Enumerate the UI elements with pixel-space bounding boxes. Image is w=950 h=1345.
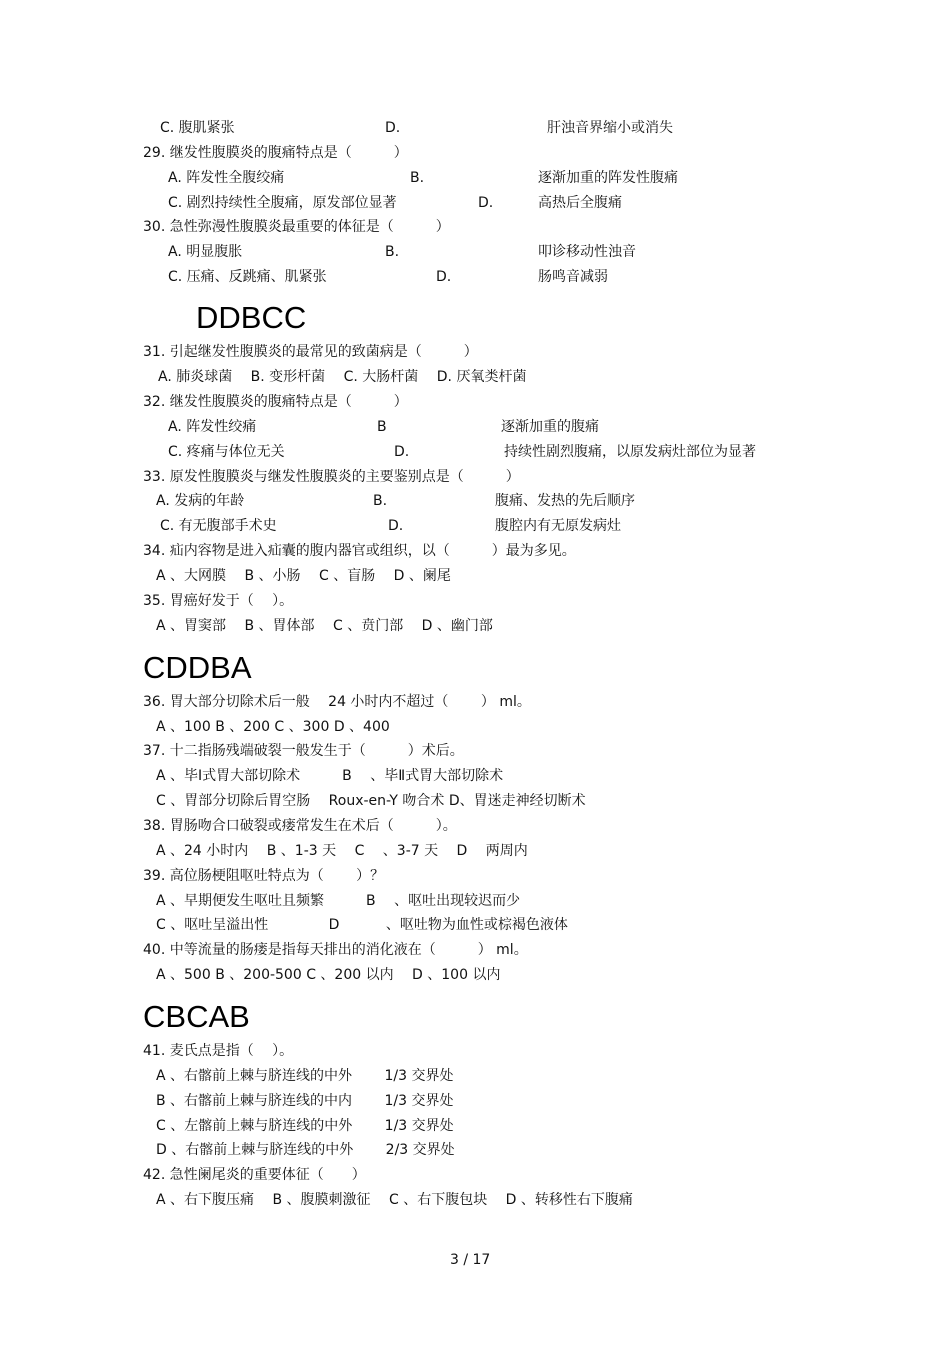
text-line: C 、左髂前上棘与脐连线的中外 1/3 交界处 [156,1118,454,1134]
text-line: A 、毕Ⅰ式胃大部切除术 B 、毕Ⅱ式胃大部切除术 [156,768,504,784]
text-line: 35. 胃癌好发于（ ）。 [143,593,294,609]
text-line: D. [436,269,452,285]
text-line: A 、24 小时内 B 、1-3 天 C 、3-7 天 D 两周内 [156,843,528,859]
text-line: 31. 引起继发性腹膜炎的最常见的致菌病是（ ） [143,344,478,360]
text-line: 42. 急性阑尾炎的重要体征（ ） [143,1167,366,1183]
text-line: A 、500 B 、200-500 C 、200 以内 D 、100 以内 [156,967,501,983]
text-line: B. [385,244,400,260]
text-line: A 、右髂前上棘与脐连线的中外 1/3 交界处 [156,1068,454,1084]
text-line: A. 肺炎球菌 B. 变形杆菌 C. 大肠杆菌 D. 厌氧类杆菌 [158,369,527,385]
text-line: 39. 高位肠梗阻呕吐特点为（ ）？ [143,868,385,884]
text-line: C. 疼痛与体位无关 [168,444,285,460]
text-line: 逐渐加重的腹痛 [501,419,599,435]
text-line: D. [478,195,494,211]
text-line: D 、右髂前上棘与脐连线的中外 2/3 交界处 [156,1142,455,1158]
text-line: C 、胃部分切除后胃空肠 Roux-en-Y 吻合术 D、胃迷走神经切断术 [156,793,586,809]
text-line: 持续性剧烈腹痛，以原发病灶部位为显著 [504,444,756,460]
text-line: B. [410,170,425,186]
text-line: 肝浊音界缩小或消失 [547,120,673,136]
text-line: A 、100 B 、200 C 、300 D 、400 [156,719,390,735]
text-line: C. 腹肌紧张 [160,120,235,136]
text-line: 29. 继发性腹膜炎的腹痛特点是（ ） [143,145,408,161]
text-line: B. [373,493,388,509]
text-line: 腹腔内有无原发病灶 [495,518,621,534]
text-line: 高热后全腹痛 [538,195,622,211]
text-line: 38. 胃肠吻合口破裂或瘘常发生在术后（ ）。 [143,818,457,834]
text-line: C. 有无腹部手术史 [160,518,277,534]
text-line: 34. 疝内容物是进入疝囊的腹内器官或组织，以（ ）最为多见。 [143,543,576,559]
answer-key: DDBCC [196,300,307,335]
text-line: B 、右髂前上棘与脐连线的中内 1/3 交界处 [156,1093,454,1109]
text-line: A. 阵发性全腹绞痛 [168,170,285,186]
text-line: C 、呕吐呈溢出性 D 、呕吐物为血性或棕褐色液体 [156,917,568,933]
page-number: 3 / 17 [450,1252,491,1268]
text-line: A. 明显腹胀 [168,244,243,260]
text-line: 肠鸣音减弱 [538,269,608,285]
answer-key: CDDBA [143,650,252,685]
text-line: 32. 继发性腹膜炎的腹痛特点是（ ） [143,394,408,410]
text-line: D. [388,518,404,534]
answer-key: CBCAB [143,999,250,1034]
text-line: A 、早期便发生呕吐且频繁 B 、呕吐出现较迟而少 [156,893,521,909]
text-line: C. 压痛、反跳痛、肌紧张 [168,269,327,285]
text-line: A 、右下腹压痛 B 、腹膜刺激征 C 、右下腹包块 D 、转移性右下腹痛 [156,1192,633,1208]
text-line: 30. 急性弥漫性腹膜炎最重要的体征是（ ） [143,219,450,235]
text-line: B [377,419,387,435]
text-line: C. 剧烈持续性全腹痛，原发部位显著 [168,195,397,211]
text-line: A 、胃窦部 B 、胃体部 C 、贲门部 D 、幽门部 [156,618,493,634]
text-line: 叩诊移动性浊音 [538,244,636,260]
text-line: D. [385,120,401,136]
text-line: 41. 麦氏点是指（ ）。 [143,1043,294,1059]
text-line: A 、大网膜 B 、小肠 C 、盲肠 D 、阑尾 [156,568,451,584]
text-line: A. 发病的年龄 [156,493,245,509]
text-line: 33. 原发性腹膜炎与继发性腹膜炎的主要鉴别点是（ ） [143,469,520,485]
text-line: 腹痛、发热的先后顺序 [495,493,635,509]
text-line: D. [394,444,410,460]
text-line: 逐渐加重的阵发性腹痛 [538,170,678,186]
text-line: 36. 胃大部分切除术后一般 24 小时内不超过（ ） ml。 [143,694,531,710]
text-line: 40. 中等流量的肠瘘是指每天排出的消化液在（ ） ml。 [143,942,528,958]
text-line: 37. 十二指肠残端破裂一般发生于（ ）术后。 [143,743,464,759]
text-line: A. 阵发性绞痛 [168,419,257,435]
